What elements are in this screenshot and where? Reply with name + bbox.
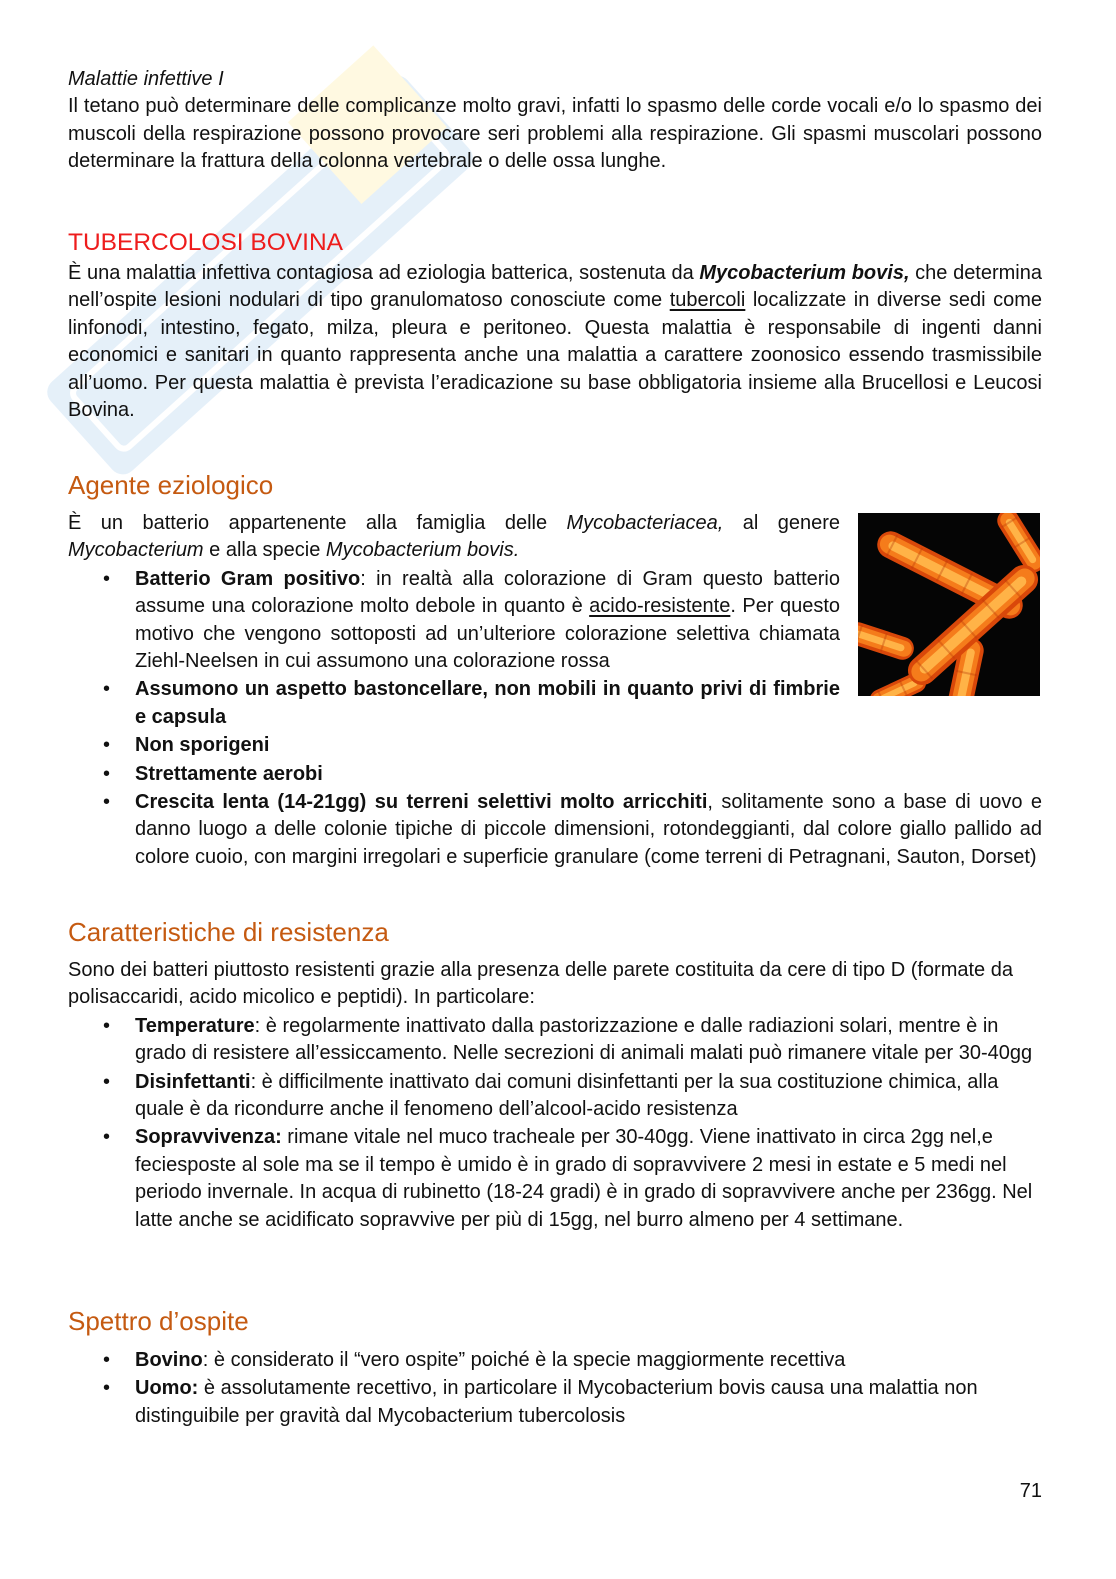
bullet-item <box>135 1375 1042 1430</box>
section-spettro <box>68 1304 1042 1431</box>
bullet-item <box>135 732 1042 759</box>
section-tubercolosi <box>68 227 1042 424</box>
bullet-item <box>135 1124 1042 1234</box>
bullet-item <box>135 1069 1042 1124</box>
section-heading: Caratteristiche di resistenza <box>68 917 389 947</box>
section-heading: Spettro d’ospite <box>68 1306 249 1336</box>
bullet-text: rimane vitale nel muco tracheale per 30-40gg. Viene inattivato in circa 2gg nel,e feciesposte al sole ma se il tempo è umido è in grado di sopravvivere 2 mesi in estate e 5 medi nel periodo invernale. In acqua di rubinetto (18-24 gradi) è in grado di sopravvivere anche per 236gg. Nel latte anche se acidificato sopravvive per più di 15gg, nel burro almeno per 4 settimane. <box>135 1126 1033 1231</box>
bullet-term: Bovino <box>135 1349 203 1371</box>
bullet-term: Batterio Gram positivo <box>135 567 361 590</box>
bullet-item <box>135 761 1042 788</box>
bullet-term: Crescita lenta (14-21gg) su terreni selettivi molto arricchiti <box>135 791 708 814</box>
underlined-term: tubercoli <box>669 289 746 312</box>
bullet-text: : è regolarmente inattivato dalla pastorizzazione e dalle radiazioni solari, mentre è in grado di resistere all’essiccamento. Nelle secrezioni di animali malati può rimanere vitale per 30-40gg <box>135 1014 1033 1065</box>
bullet-term: Disinfettanti <box>135 1070 251 1093</box>
bullet-term: Strettamente aerobi <box>135 762 323 785</box>
bullet-text: . Per questo motivo che vengono sottoposti ad un’ulteriore colorazione selettiva chiamata Ziehl-Neelsen in cui assumono una colorazione rossa <box>135 595 841 673</box>
bullet-term: Uomo: <box>135 1377 199 1400</box>
bullet-text: : è difficilmente inattivato dai comuni disinfettanti per la sua costituzione chimica, alla quale è da ricondurre anche il fenomeno dell’alcool-acido resistenza <box>135 1070 999 1121</box>
section-resistenza <box>68 915 1042 1235</box>
bullet-item <box>135 1013 1042 1068</box>
bullet-term: Temperature <box>135 1014 255 1037</box>
bullet-item <box>135 676 1042 731</box>
underlined-term: acido-resistente <box>589 595 731 618</box>
chapter-title: TUBERCOLOSI BOVINA <box>68 229 344 256</box>
bullet-item <box>135 566 1042 676</box>
family-name: Mycobacteriacea, <box>566 512 724 534</box>
bullet-item <box>135 789 1042 871</box>
spettro-bullet-list <box>68 1347 1042 1430</box>
bullet-term: Non sporigeni <box>135 734 270 757</box>
text-run: È un batterio appartenente alla famiglia delle <box>68 512 567 534</box>
bullet-term: Sopravvivenza: <box>135 1126 282 1149</box>
text-run: e alla specie <box>203 539 326 562</box>
genus-name: Mycobacterium <box>68 539 204 562</box>
page-number: 71 <box>1019 1480 1042 1502</box>
species-name: Mycobacterium bovis. <box>325 539 520 562</box>
section-heading: Agente eziologico <box>68 470 274 500</box>
text-run: localizzate in diverse sedi come linfonodi, intestino, fegato, milza, pleura e peritoneo. Questa malattia è responsabile di ingenti danni economici e sanitari in quanto rappresenta anche una malattia a carattere zoonosico essendo trasmissibile all’uomo. Per questa malattia è prevista l’eradicazione su base obbligatoria insieme alla Brucellosi e Leucosi Bovina. <box>68 289 1043 422</box>
bullet-text: è assolutamente recettivo, in particolare il Mycobacterium bovis causa una malattia non distinguibile per gravità dal Mycobacterium tubercolosis <box>135 1377 978 1427</box>
bullet-item <box>135 1347 1042 1374</box>
bullet-text: , solitamente sono a base di uovo e danno luogo a delle colonie tipiche di piccole dimensioni, rotondeggianti, dal colore giallo pallido ad colore cuoio, con margini irregolari e superficie granulare (come terreni di Petragnani, Sauton, Dorset) <box>135 791 1042 868</box>
tubercolosi-paragraph <box>68 260 1042 424</box>
text-run: che determina nell’ospite lesioni nodulari di tipo granulomatoso conosciute come <box>68 262 1043 312</box>
text-run: È una malattia infettiva contagiosa ad eziologia batterica, sostenuta da <box>68 262 700 284</box>
intro-paragraph: Il tetano può determinare delle complicanze molto gravi, infatti lo spasmo delle corde vocali e/o lo spasmo dei muscoli della respirazione possono provocare seri problemi alla respirazione. Gli spasmi muscolari possono determinare la frattura della colonna vertebrale o delle ossa lunghe. <box>68 95 1042 173</box>
bullet-text: : in realtà alla colorazione di Gram questo batterio assume una colorazione molto debole in quanto è <box>135 567 840 618</box>
resistenza-bullet-list <box>68 1013 1042 1234</box>
species-name: Mycobacterium bovis, <box>699 262 910 284</box>
section-intro <box>68 66 1042 176</box>
running-title: Malattie infettive I <box>68 68 224 90</box>
agente-bullet-list <box>68 566 1042 871</box>
section-agente-eziologico <box>68 468 1042 872</box>
bullet-text: : è considerato il “vero ospite” poiché è la specie maggiormente recettiva <box>202 1349 846 1371</box>
resistenza-paragraph: Sono dei batteri piuttosto resistenti grazie alla presenza delle parete costituita da cere di tipo D (formate da polisaccaridi, acido micolico e peptidi). In particolare: <box>68 959 1013 1009</box>
text-run: al genere <box>723 512 840 534</box>
bullet-term: Assumono un aspetto bastoncellare, non mobili in quanto privi di fimbrie e capsula <box>135 678 840 728</box>
